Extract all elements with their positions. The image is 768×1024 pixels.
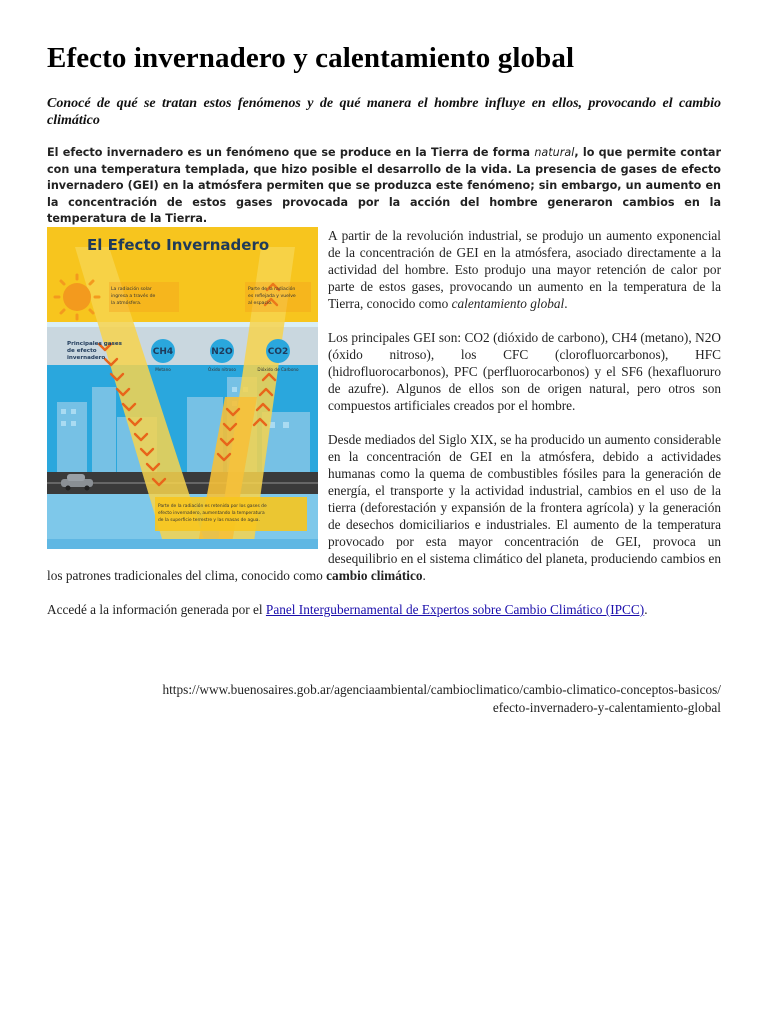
intro-paragraph <box>47 145 721 228</box>
intro-text-before: El efecto invernadero es un fenómeno que se produce en la Tierra de forma <box>47 146 535 159</box>
gas-n2o-name: Óxido nitroso <box>208 367 236 372</box>
gas-ch4-name: Metano <box>155 367 171 372</box>
paragraph-1-italic: calentamiento global <box>451 296 565 311</box>
paragraph-4-end: . <box>644 602 648 617</box>
gas-co2-formula: CO2 <box>267 347 289 357</box>
ipcc-link[interactable]: Panel Intergubernamental de Expertos sobre Cambio Climático (IPCC) <box>265 602 645 617</box>
paragraph-2: Los principales GEI son: CO2 (dióxido de carbono), CH4 (metano), N2O (óxido nitroso), los CFC (clorofluorcarbonos), HFC (hidrofluorocarbonos), PFC (perfluorocarbonos) y el SF6 (hexafluoruro de azufre). Algunos de ellos son de origen natural, pero otros son compuestos artificiales creados por el hombre. <box>328 330 721 413</box>
source-url-line-1: https://www.buenosaires.gob.ar/agenciaambiental/cambioclimatico/cambio-climatico-conceptos-basicos/ <box>162 682 721 697</box>
note-incoming-2: ingresa a través de <box>111 294 156 299</box>
note-retained-2: efecto invernadero, aumentando la temperatura <box>158 511 265 516</box>
figure-title: El Efecto Invernadero <box>87 236 270 254</box>
intro-italic: natural <box>534 146 575 159</box>
gases-label-2: de efecto <box>67 348 97 354</box>
note-reflected-2: es reflejada y vuelve <box>248 294 296 299</box>
paragraph-1-text: A partir de la revolución industrial, se produjo un aumento exponencial de la concentración de GEI en la atmósfera, asociado directamente a la actividad del hombre. Esto produjo una mayor retención de calor por parte de estos gases, provocando un aumento en la temperatura de la Tierra, conocido como <box>328 228 721 311</box>
gas-co2-name: Dióxido de Carbono <box>257 367 299 372</box>
note-retained-1: Parte de la radiación es retenida por los gases de <box>158 504 267 509</box>
greenhouse-infographic <box>47 227 318 549</box>
gas-ch4-formula: CH4 <box>152 347 174 357</box>
source-url-line-2: efecto-invernadero-y-calentamiento-global <box>492 700 721 715</box>
note-retained-3: de la superficie terrestre y las masas de agua. <box>158 518 260 523</box>
paragraph-3-end: . <box>422 568 426 583</box>
note-incoming-3: la atmósfera. <box>111 301 142 306</box>
intro-text-after: , lo que permite contar con una temperatura templada, que hizo posible el desarrollo de la vida. La presencia de gases de efecto invernadero (GEI) en la atmósfera permiten que se produzca este fenómeno; sin embargo, un aumento en la concentración de estos gases provocada por la acción del hombre generaron cambios en la temperatura de la Tierra. <box>47 146 721 225</box>
gas-n2o-formula: N2O <box>211 347 233 357</box>
page-title: Efecto invernadero y calentamiento global <box>47 42 575 74</box>
paragraph-3-bold: cambio climático <box>326 568 423 583</box>
paragraph-4 <box>47 601 721 618</box>
source-url <box>47 681 721 717</box>
gases-label-3: invernadero <box>67 355 106 361</box>
paragraph-4-text: Accedé a la información generada por el <box>47 602 266 617</box>
subtitle: Conocé de qué se tratan estos fenómenos y de qué manera el hombre influye en ellos, provocando el cambio climático <box>47 96 721 128</box>
svg-text:Parte de la radiación es reten <box>158 502 268 523</box>
note-incoming-1: La radiación solar <box>111 287 152 292</box>
paragraph-1-end: . <box>564 296 568 311</box>
note-reflected-1: Parte de la radiación <box>248 287 296 292</box>
paragraph-3-text: Desde mediados del Siglo XIX, se ha producido un aumento considerable en la concentración de GEI en la atmósfera, debido a actividades humanas como la quema de combustibles fósiles para la generación de energía, el transporte y la actividad industrial, cambios en el uso de la tierra (deforestación y expansión de la frontera agrícola) y la generación de desechos domiciliarios e industriales. El aumento de la temperatura provocado por esta mayor concentración de GEI, provoca un desequilibrio en el sistema climático del planeta, produciendo cambios en los patrones tradicionales del clima, conocido como <box>47 432 721 583</box>
note-reflected-3: al espacio. <box>248 301 273 306</box>
gases-label-1: Principales gases <box>67 341 122 347</box>
